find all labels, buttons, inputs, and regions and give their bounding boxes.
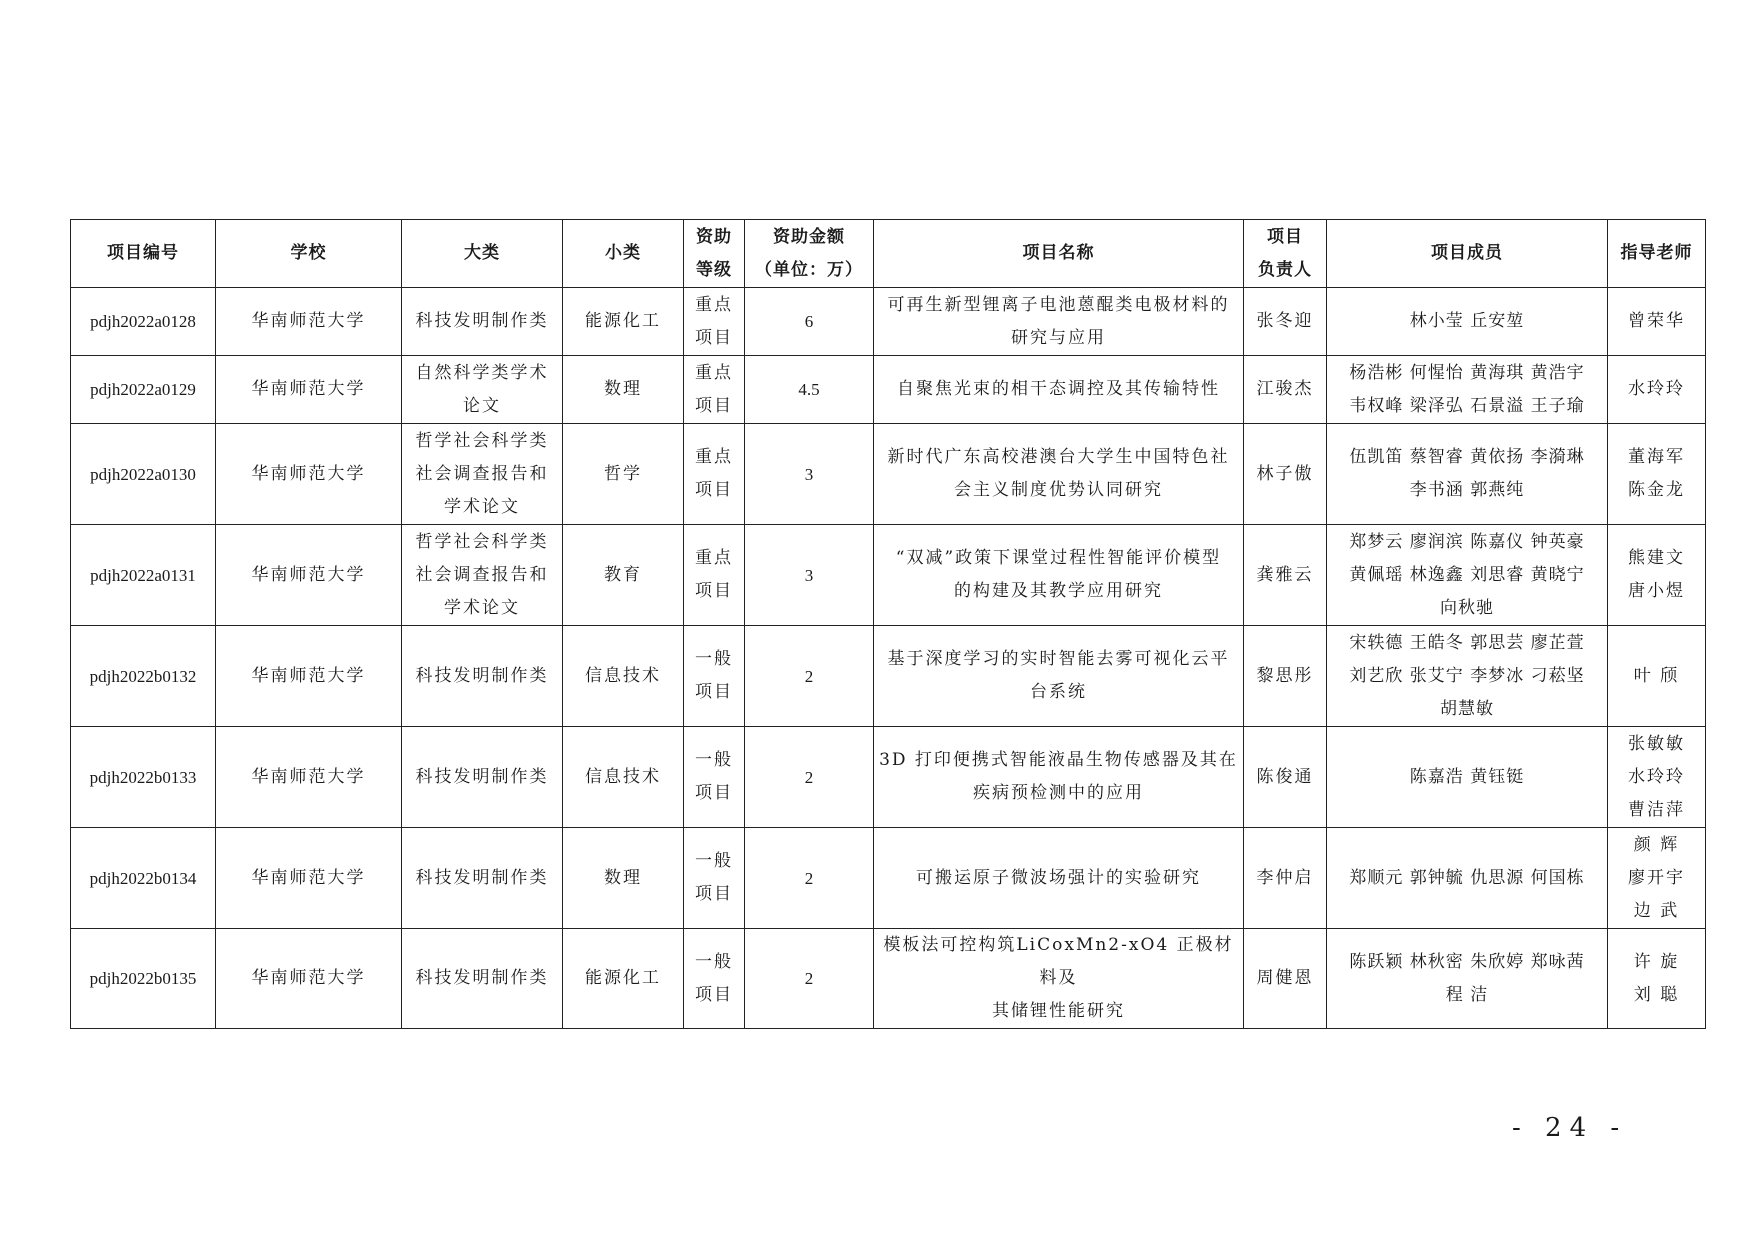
subcategory-cell: 哲学 — [563, 424, 684, 525]
school-cell: 华南师范大学 — [216, 929, 402, 1029]
funding-level-cell: 重点 项目 — [684, 525, 745, 626]
leader-cell: 李仲启 — [1244, 828, 1327, 929]
school-cell: 华南师范大学 — [216, 525, 402, 626]
project-id-cell: pdjh2022b0135 — [71, 929, 216, 1029]
leader-cell: 陈俊通 — [1244, 727, 1327, 828]
header-members: 项目成员 — [1327, 220, 1608, 288]
members-cell: 林小莹 丘安堃 — [1327, 288, 1608, 356]
leader-cell: 林子傲 — [1244, 424, 1327, 525]
advisor-cell: 熊建文 唐小煜 — [1608, 525, 1706, 626]
funding-level-cell: 一般 项目 — [684, 626, 745, 727]
table-row — [71, 828, 1706, 929]
members-cell: 陈跃颖 林秋密 朱欣婷 郑咏茜 程 洁 — [1327, 929, 1608, 1029]
project-name-cell: “双减”政策下课堂过程性智能评价模型 的构建及其教学应用研究 — [874, 525, 1244, 626]
members-cell: 宋轶德 王皓冬 郭思芸 廖芷萱 刘艺欣 张艾宁 李梦冰 刁菘坚 胡慧敏 — [1327, 626, 1608, 727]
project-id-cell: pdjh2022a0129 — [71, 356, 216, 424]
table-row — [71, 626, 1706, 727]
category-cell: 自然科学类学术 论文 — [402, 356, 563, 424]
funding-amount-cell: 3 — [745, 424, 874, 525]
header-project-name: 项目名称 — [874, 220, 1244, 288]
project-name-cell: 3D 打印便携式智能液晶生物传感器及其在 疾病预检测中的应用 — [874, 727, 1244, 828]
funding-level-cell: 一般 项目 — [684, 727, 745, 828]
leader-cell: 龚雅云 — [1244, 525, 1327, 626]
header-leader: 项目 负责人 — [1244, 220, 1327, 288]
leader-cell: 张冬迎 — [1244, 288, 1327, 356]
category-cell: 哲学社会科学类 社会调查报告和 学术论文 — [402, 424, 563, 525]
funding-amount-cell: 2 — [745, 929, 874, 1029]
members-cell: 杨浩彬 何惺怡 黄海琪 黄浩宇 韦权峰 梁泽弘 石景溢 王子瑜 — [1327, 356, 1608, 424]
page-number: - 24 - — [1512, 1113, 1628, 1143]
funding-level-cell: 一般 项目 — [684, 929, 745, 1029]
subcategory-cell: 信息技术 — [563, 626, 684, 727]
table-row — [71, 356, 1706, 424]
subcategory-cell: 能源化工 — [563, 929, 684, 1029]
header-funding-amount: 资助金额 （单位：万） — [745, 220, 874, 288]
project-id-cell: pdjh2022b0133 — [71, 727, 216, 828]
category-cell: 科技发明制作类 — [402, 828, 563, 929]
header-row — [71, 220, 1706, 288]
funding-level-cell: 一般 项目 — [684, 828, 745, 929]
project-id-cell: pdjh2022a0128 — [71, 288, 216, 356]
leader-cell: 江骏杰 — [1244, 356, 1327, 424]
advisor-cell: 叶 颀 — [1608, 626, 1706, 727]
members-cell: 伍凯笛 蔡智睿 黄依扬 李漪琳 李书涵 郭燕纯 — [1327, 424, 1608, 525]
header-project-id: 项目编号 — [71, 220, 216, 288]
table-row — [71, 929, 1706, 1029]
funding-amount-cell: 2 — [745, 626, 874, 727]
funding-amount-cell: 3 — [745, 525, 874, 626]
funding-level-cell: 重点 项目 — [684, 288, 745, 356]
funding-level-cell: 重点 项目 — [684, 424, 745, 525]
header-category: 大类 — [402, 220, 563, 288]
funding-amount-cell: 6 — [745, 288, 874, 356]
funding-amount-cell: 2 — [745, 727, 874, 828]
advisor-cell: 许 旋 刘 聪 — [1608, 929, 1706, 1029]
project-id-cell: pdjh2022a0131 — [71, 525, 216, 626]
funding-amount-cell: 4.5 — [745, 356, 874, 424]
project-name-cell: 基于深度学习的实时智能去雾可视化云平 台系统 — [874, 626, 1244, 727]
project-id-cell: pdjh2022a0130 — [71, 424, 216, 525]
project-table — [70, 219, 1706, 1029]
category-cell: 科技发明制作类 — [402, 727, 563, 828]
project-name-cell: 可搬运原子微波场强计的实验研究 — [874, 828, 1244, 929]
school-cell: 华南师范大学 — [216, 828, 402, 929]
advisor-cell: 张敏敏 水玲玲 曹洁萍 — [1608, 727, 1706, 828]
advisor-cell: 董海军 陈金龙 — [1608, 424, 1706, 525]
subcategory-cell: 数理 — [563, 356, 684, 424]
advisor-cell: 颜 辉 廖开宇 边 武 — [1608, 828, 1706, 929]
leader-cell: 周健恩 — [1244, 929, 1327, 1029]
project-name-cell: 新时代广东高校港澳台大学生中国特色社 会主义制度优势认同研究 — [874, 424, 1244, 525]
category-cell: 科技发明制作类 — [402, 626, 563, 727]
school-cell: 华南师范大学 — [216, 424, 402, 525]
school-cell: 华南师范大学 — [216, 356, 402, 424]
header-subcategory: 小类 — [563, 220, 684, 288]
category-cell: 哲学社会科学类 社会调查报告和 学术论文 — [402, 525, 563, 626]
members-cell: 陈嘉浩 黄钰铤 — [1327, 727, 1608, 828]
table-row — [71, 525, 1706, 626]
advisor-cell: 曾荣华 — [1608, 288, 1706, 356]
school-cell: 华南师范大学 — [216, 288, 402, 356]
school-cell: 华南师范大学 — [216, 727, 402, 828]
project-name-cell: 自聚焦光束的相干态调控及其传输特性 — [874, 356, 1244, 424]
header-advisor: 指导老师 — [1608, 220, 1706, 288]
project-name-cell: 模板法可控构筑LiCoxMn2-xO4 正极材料及 其储锂性能研究 — [874, 929, 1244, 1029]
school-cell: 华南师范大学 — [216, 626, 402, 727]
header-funding-level: 资助 等级 — [684, 220, 745, 288]
project-name-cell: 可再生新型锂离子电池蒽醌类电极材料的 研究与应用 — [874, 288, 1244, 356]
category-cell: 科技发明制作类 — [402, 288, 563, 356]
subcategory-cell: 信息技术 — [563, 727, 684, 828]
category-cell: 科技发明制作类 — [402, 929, 563, 1029]
subcategory-cell: 能源化工 — [563, 288, 684, 356]
table-row — [71, 727, 1706, 828]
project-id-cell: pdjh2022b0134 — [71, 828, 216, 929]
advisor-cell: 水玲玲 — [1608, 356, 1706, 424]
members-cell: 郑顺元 郭钟毓 仇思源 何国栋 — [1327, 828, 1608, 929]
table-row — [71, 288, 1706, 356]
funding-level-cell: 重点 项目 — [684, 356, 745, 424]
table-row — [71, 424, 1706, 525]
project-id-cell: pdjh2022b0132 — [71, 626, 216, 727]
subcategory-cell: 教育 — [563, 525, 684, 626]
leader-cell: 黎思彤 — [1244, 626, 1327, 727]
header-school: 学校 — [216, 220, 402, 288]
members-cell: 郑梦云 廖润滨 陈嘉仪 钟英豪 黄佩瑶 林逸鑫 刘思睿 黄晓宁 向秋驰 — [1327, 525, 1608, 626]
funding-amount-cell: 2 — [745, 828, 874, 929]
subcategory-cell: 数理 — [563, 828, 684, 929]
